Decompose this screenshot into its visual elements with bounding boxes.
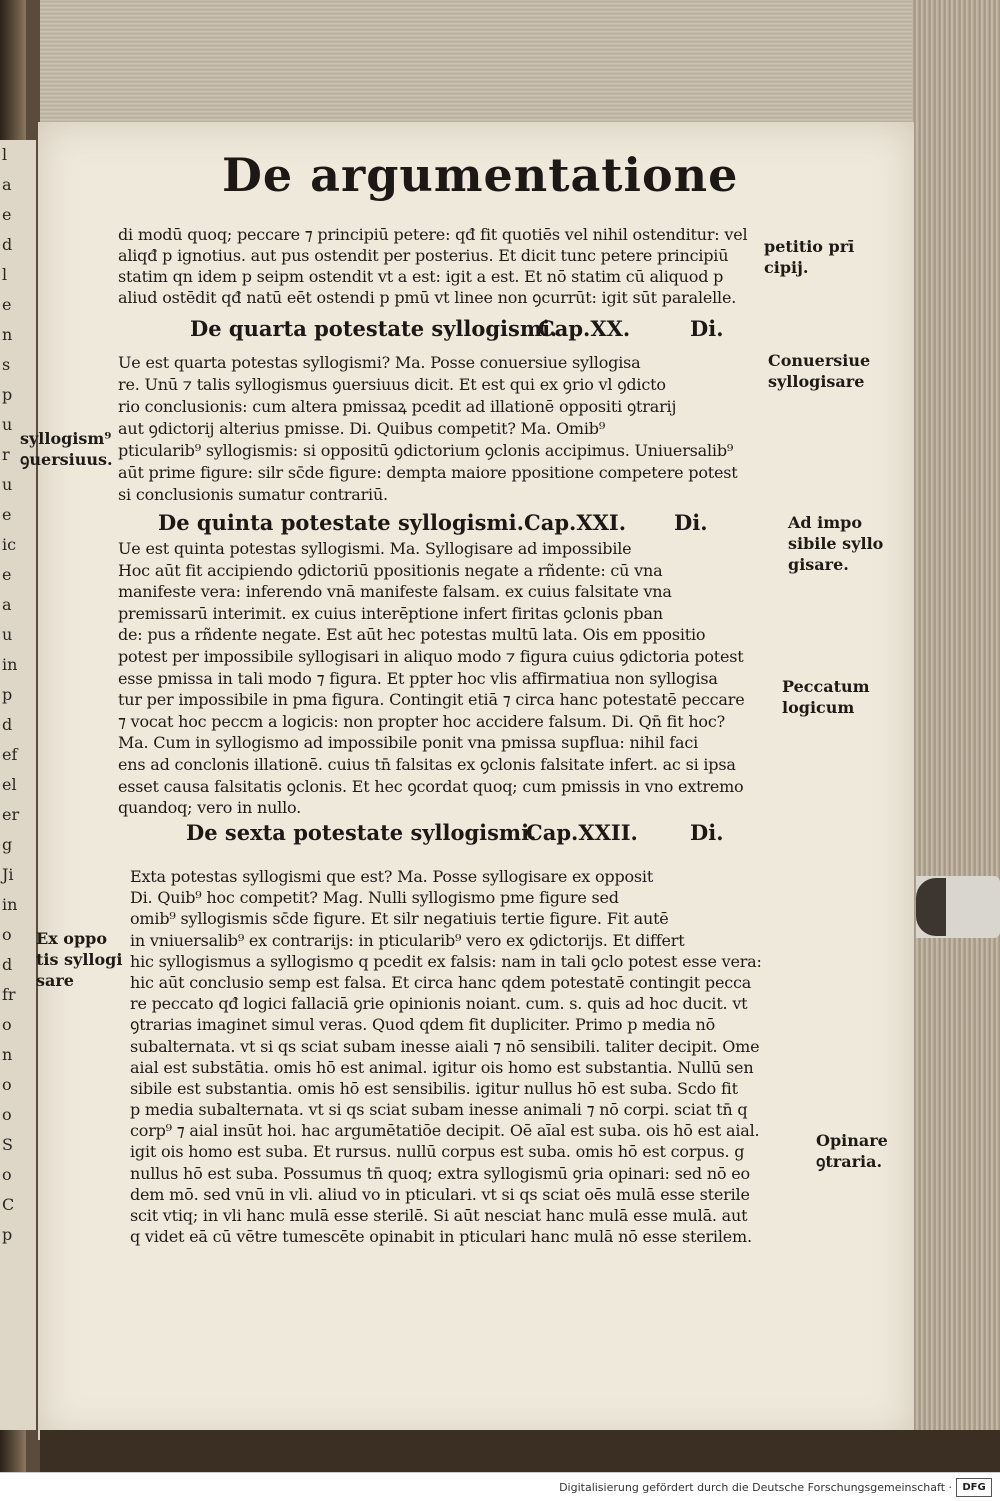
- text-line: di modū quoq; peccare ⁊ principiū petere: qđ fit quotiēs vel nihil ostenditur: vel: [118, 225, 748, 244]
- text-block-chapter-22: [130, 866, 810, 1247]
- margin-note-line: gisare.: [788, 555, 849, 574]
- margin-note-peccatum: [782, 676, 870, 718]
- text-line: dem mō. sed vnū in vli. aliud vo in pticulari. vt si qs sciat oēs mulā esse sterile: [130, 1184, 750, 1204]
- facing-page-letter: ef: [2, 745, 18, 764]
- text-line: premissarū interimit. ex cuius interēptione infert firitas ꝯclonis pban: [118, 603, 663, 623]
- facing-page-letter: e: [2, 505, 12, 524]
- margin-note-line: logicum: [782, 698, 855, 717]
- text-line: ⁊ vocat hoc peccm a logicis: non propter hoc accidere falsum. Di. Qn̄ fit hoc?: [118, 711, 725, 731]
- text-line: corp⁹ ⁊ aial insūt hoi. hac argumētatiōe decipit. Oē aīal est suba. ois hō est aial.: [130, 1121, 760, 1141]
- chapter-heading-22: [186, 820, 746, 850]
- facing-page-letter: g: [2, 835, 13, 854]
- text-line: rio conclusionis: cum altera pmissaꝝ pcedit ad illationē oppositi ꝯtrarij: [118, 397, 677, 416]
- text-line: Ma. Cum in syllogismo ad impossibile ponit vna pmissa supflua: nihil faci: [118, 733, 699, 753]
- text-line: re. Unū ⁊ talis syllogismus ꝯuersiuus dicit. Et est qui ex ꝯrio vl ꝯdicto: [118, 375, 666, 394]
- margin-note-line: sare: [36, 971, 74, 990]
- text-line: nullus hō est suba. Possumus tn̄ quoq; extra syllogismū ꝯria opinari: sed nō eo: [130, 1163, 750, 1183]
- facing-page-letter: p: [2, 1225, 13, 1244]
- text-line: Hoc aūt fit accipiendo ꝯdictoriū ppositionis negate a rñdente: cū vna: [118, 560, 663, 580]
- text-line: aūt prime figure: silr sc̄de figure: dempta maiore ppositione competere potest: [118, 463, 738, 482]
- facing-page-letter: s: [2, 355, 11, 374]
- chapter-number: Cap.XXII.: [526, 820, 638, 845]
- chapter-number: Cap.XX.: [538, 316, 631, 341]
- page-stack-top: [40, 0, 1000, 140]
- chapter-heading-20: [190, 316, 750, 346]
- facing-page-letter: in: [2, 895, 18, 914]
- facing-page-letter: e: [2, 565, 12, 584]
- facing-page-letter: u: [2, 415, 13, 434]
- facing-page-letter: a: [2, 595, 12, 614]
- facing-page-letter: e: [2, 205, 12, 224]
- facing-page-letter: l: [2, 265, 8, 284]
- margin-note-line: tis syllogi: [36, 950, 123, 969]
- margin-note-line: ꝯuersiuus.: [20, 450, 113, 469]
- facing-page-letter: er: [2, 805, 20, 824]
- facing-page-letter: o: [2, 925, 12, 944]
- margin-note-line: syllogisare: [768, 372, 865, 391]
- text-line: statim qn idem p seipm ostendit vt a est: igit a est. Et nō statim cū aliquod p: [118, 267, 724, 286]
- facing-page-letter: u: [2, 625, 13, 644]
- text-line: hic aūt conclusio semp est falsa. Et circa hanc qdem potestatē contingit pecca: [130, 972, 752, 992]
- facing-page-letter: el: [2, 775, 17, 794]
- facing-page-letter: Ji: [2, 865, 14, 884]
- facing-page-letter: o: [2, 1015, 12, 1034]
- page-stack-right: [912, 0, 1000, 1472]
- facing-page-letter: o: [2, 1165, 12, 1184]
- text-line: tur per impossibile in pma figura. Contingit etiā ⁊ circa hanc potestatē peccare: [118, 690, 745, 710]
- facing-page-letter: r: [2, 445, 10, 464]
- text-line: aliud ostēdit qđ natū eēt ostendi p pmū vt linee non ꝯcurrūt: igit sūt paralelle.: [118, 288, 737, 307]
- text-line: aut ꝯdictorij alterius pmisse. Di. Quibus competit? Ma. Omib⁹: [118, 419, 606, 438]
- funding-notice: Digitalisierung gefördert durch die Deutsche Forschungsgemeinschaft ·: [559, 1481, 952, 1494]
- margin-note-syllogismus: [20, 428, 113, 470]
- facing-page-letter: a: [2, 175, 12, 194]
- text-line: re peccato qđ logici fallaciā ꝯrie opinionis noiant. cum. s. quis ad hoc ducit. vt: [130, 994, 748, 1014]
- facing-page-letter: o: [2, 1075, 12, 1094]
- text-line: igit ois homo est suba. Et rursus. nullū corpus est suba. omis hō est corpus. g: [130, 1142, 745, 1162]
- dfg-logo: DFG: [956, 1478, 992, 1497]
- margin-note-line: cipij.: [764, 258, 809, 277]
- margin-note-line: Peccatum: [782, 677, 870, 696]
- text-line: Exta potestas syllogismi que est? Ma. Posse syllogisare ex opposit: [130, 867, 654, 886]
- text-line: de: pus a rñdente negate. Est aūt hec potestas multū lata. Ois em ppositio: [118, 625, 706, 645]
- facing-page-letter: S: [2, 1135, 13, 1154]
- speaker-label: Di.: [674, 510, 708, 535]
- margin-note-line: sibile syllo: [788, 534, 884, 553]
- text-line: aial est substātia. omis hō est animal. igitur ois homo est substantia. Nullū sen: [130, 1057, 754, 1077]
- facing-page-letter: fr: [2, 985, 16, 1004]
- text-line: scit vtiq; in vli hanc mulā esse sterilē. Si aūt nesciat hanc mulā esse mulā. aut: [130, 1206, 748, 1225]
- text-line: omib⁹ syllogismis sc̄de figure. Et silr negatiuis tertie figure. Fit autē: [130, 909, 669, 929]
- bookmark-clip: [916, 878, 946, 936]
- margin-note-line: Ad impo: [788, 513, 863, 532]
- text-line: in vniuersalib⁹ ex contrarijs: in pticularib⁹ vero ex ꝯdictorijs. Et differt: [130, 930, 685, 950]
- margin-note-impossibile: [788, 512, 883, 575]
- text-line: esset causa falsitatis ꝯclonis. Et hec ꝯcordat quoq; cum pmissis in vno extremo: [118, 776, 744, 796]
- chapter-title: De quinta potestate syllogismi.: [158, 510, 524, 535]
- margin-note-ex-oppositis: [36, 928, 122, 991]
- facing-page-letter: p: [2, 385, 13, 404]
- margin-note-opinari: [816, 1130, 888, 1172]
- footer-bar: [0, 1472, 1000, 1501]
- text-line: potest per impossibile syllogisari in aliquo modo ⁊ figura cuius ꝯdictoria potest: [118, 646, 744, 666]
- facing-page-letter: in: [2, 655, 18, 674]
- text-line: si conclusionis sumatur contrariū.: [118, 485, 388, 504]
- margin-note-line: petitio prī: [764, 237, 855, 256]
- chapter-title: De quarta potestate syllogismi.: [190, 316, 558, 341]
- margin-note-conuersiue: [768, 350, 870, 392]
- margin-note-line: Conuersiue: [768, 351, 871, 370]
- text-line: manifeste vera: inferendo vnā manifeste falsam. ex cuius falsitate vna: [118, 582, 672, 602]
- text-block-intro: [118, 224, 758, 308]
- text-block-chapter-21: [118, 538, 768, 819]
- text-line: pticularib⁹ syllogismis: si oppositū ꝯdictorium ꝯclonis accipimus. Uniuersalib⁹: [118, 441, 734, 460]
- text-line: ens ad conclonis illationē. cuius tn̄ falsitas ex ꝯclonis falsitate infert. ac si ipsa: [118, 754, 736, 774]
- text-block-chapter-20: [118, 352, 768, 506]
- margin-note-line: Opinare: [816, 1131, 888, 1150]
- facing-page-letter: d: [2, 955, 13, 974]
- text-line: Ue est quinta potestas syllogismi. Ma. Syllogisare ad impossibile: [118, 539, 632, 558]
- speaker-label: Di.: [690, 820, 724, 845]
- facing-page-letter: o: [2, 1105, 12, 1124]
- facing-page-fragment: [0, 140, 36, 1430]
- book-bottom-edge: [40, 1430, 1000, 1472]
- margin-note-line: Ex oppo: [36, 929, 108, 948]
- facing-page-letter: d: [2, 235, 13, 254]
- text-line: aliqđ p ignotius. aut pus ostendit per posterius. Et dicit tunc petere principiū: [118, 246, 729, 265]
- text-line: esse pmissa in tali modo ⁊ figura. Et ppter hoc vlis affirmatiua non syllogisa: [118, 668, 718, 688]
- margin-note-petitio: [764, 236, 854, 278]
- facing-page-letter: d: [2, 715, 13, 734]
- facing-page-letter: l: [2, 145, 8, 164]
- margin-note-line: syllogism⁹: [20, 429, 112, 448]
- facing-page-letter: e: [2, 295, 12, 314]
- speaker-label: Di.: [690, 316, 724, 341]
- chapter-title: De sexta potestate syllogismi.: [186, 820, 537, 845]
- facing-page-letter: C: [2, 1195, 15, 1214]
- facing-page-letter: p: [2, 685, 13, 704]
- facing-page-letter: n: [2, 325, 13, 344]
- text-line: p media subalternata. vt si qs sciat subam inesse animali ⁊ nō corpi. sciat tn̄ q: [130, 1100, 748, 1120]
- text-line: Di. Quib⁹ hoc competit? Mag. Nulli syllogismo pme figure sed: [130, 888, 619, 908]
- chapter-heading-21: [158, 510, 718, 540]
- running-head: De argumentatione: [222, 148, 739, 202]
- text-line: quandoq; vero in nullo.: [118, 798, 302, 818]
- text-line: q videt eā cū vētre tumescēte opinabit in pticulari hanc mulā nō esse sterilem.: [130, 1227, 752, 1247]
- chapter-number: Cap.XXI.: [524, 510, 627, 535]
- text-line: Ue est quarta potestas syllogismi? Ma. Posse conuersiue syllogisa: [118, 353, 641, 372]
- text-line: sibile est substantia. omis hō est sensibilis. igitur nullus hō est suba. Scdo fit: [130, 1078, 738, 1098]
- facing-page-letter: ic: [2, 535, 17, 554]
- facing-page-letter: n: [2, 1045, 13, 1064]
- margin-note-line: ꝯtraria.: [816, 1152, 883, 1171]
- text-line: ꝯtrarias imaginet simul veras. Quod qdem fit dupliciter. Primo p media nō: [130, 1015, 716, 1035]
- text-line: subalternata. vt si qs sciat subam inesse aiali ⁊ nō sensibili. taliter decipit. Ome: [130, 1036, 760, 1056]
- text-line: hic syllogismus a syllogismo q pcedit ex falsis: nam in tali ꝯclo potest esse vera:: [130, 951, 762, 971]
- facing-page-letter: u: [2, 475, 13, 494]
